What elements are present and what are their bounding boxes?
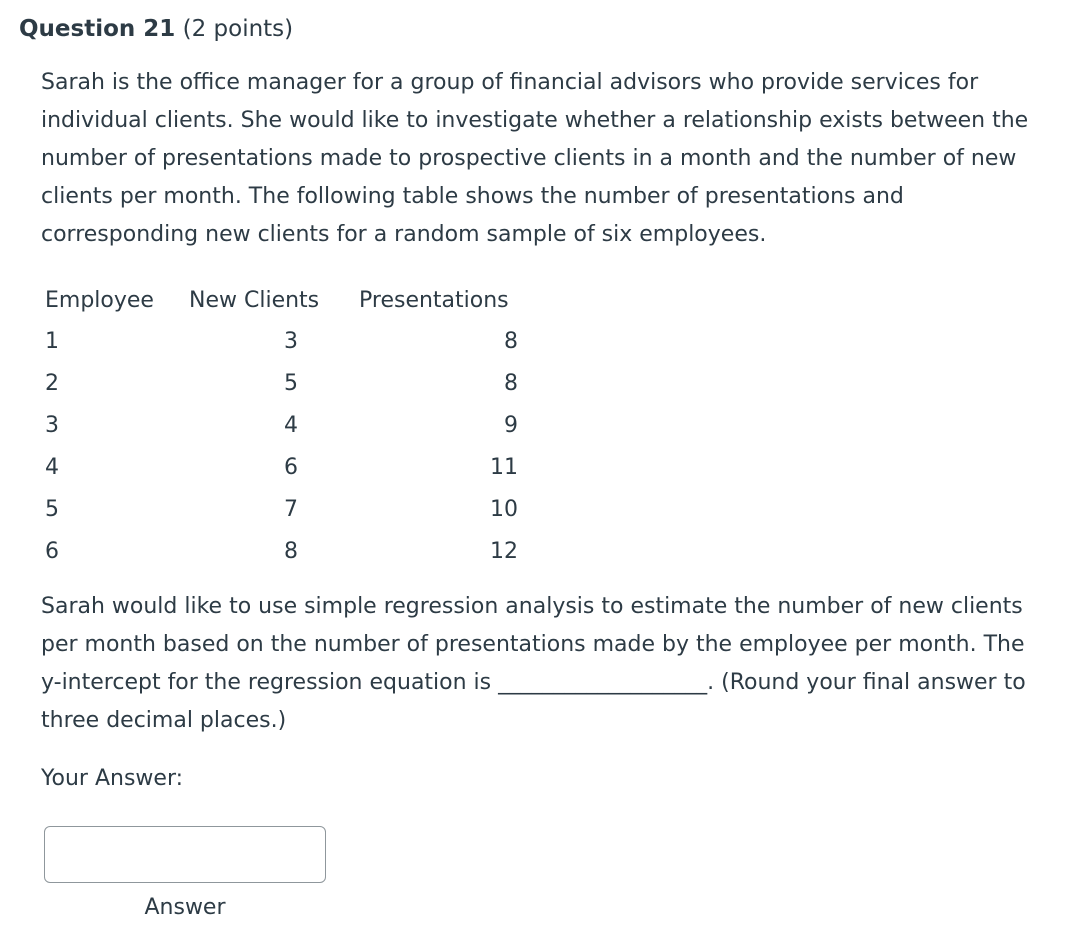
table-cell: 8 (504, 370, 518, 396)
table-row (41, 320, 524, 362)
question-followup: Sarah would like to use simple regression analysis to estimate the number of new clients per month based on the number of presentations made by the employee per month. The y-intercept for the regression equation is ___________________. (Round your final answer to three decimal places.) (41, 594, 1026, 733)
question-title: Question 21 (19, 16, 176, 42)
question-header (19, 14, 293, 44)
column-header: Presentations (359, 287, 509, 313)
table-cell: 9 (504, 412, 518, 438)
table-cell: 6 (284, 454, 298, 480)
your-answer-label: Your Answer: (41, 766, 184, 791)
table-cell: 4 (45, 454, 59, 480)
question-points: (2 points) (182, 16, 294, 42)
table-row (41, 530, 524, 572)
column-header: Employee (45, 287, 154, 313)
data-table (41, 280, 524, 572)
table-cell: 8 (284, 538, 298, 564)
table-cell: 5 (45, 496, 59, 522)
table-cell: 6 (45, 538, 59, 564)
table-header-row (41, 280, 524, 320)
table-cell: 10 (490, 496, 518, 522)
table-cell: 2 (45, 370, 59, 396)
answer-caption: Answer (144, 895, 226, 920)
answer-input[interactable] (44, 826, 326, 883)
column-header: New Clients (189, 287, 320, 313)
table-row (41, 404, 524, 446)
question-stem: Sarah is the office manager for a group of financial advisors who provide services for individual clients. She would like to investigate whether a relationship exists between the number of presentations made to prospective clients in a month and the number of new clients per month. The following table shows the number of presentations and corresponding new clients for a random sample of six employees. (41, 70, 1029, 247)
table-cell: 1 (45, 328, 59, 354)
table-cell: 7 (284, 496, 298, 522)
table-cell: 8 (504, 328, 518, 354)
table-cell: 3 (45, 412, 59, 438)
table-cell: 4 (284, 412, 298, 438)
table-cell: 5 (284, 370, 298, 396)
table-cell: 3 (284, 328, 298, 354)
table-row (41, 446, 524, 488)
table-cell: 12 (490, 538, 518, 564)
table-cell: 11 (490, 454, 518, 480)
table-row (41, 362, 524, 404)
table-row (41, 488, 524, 530)
